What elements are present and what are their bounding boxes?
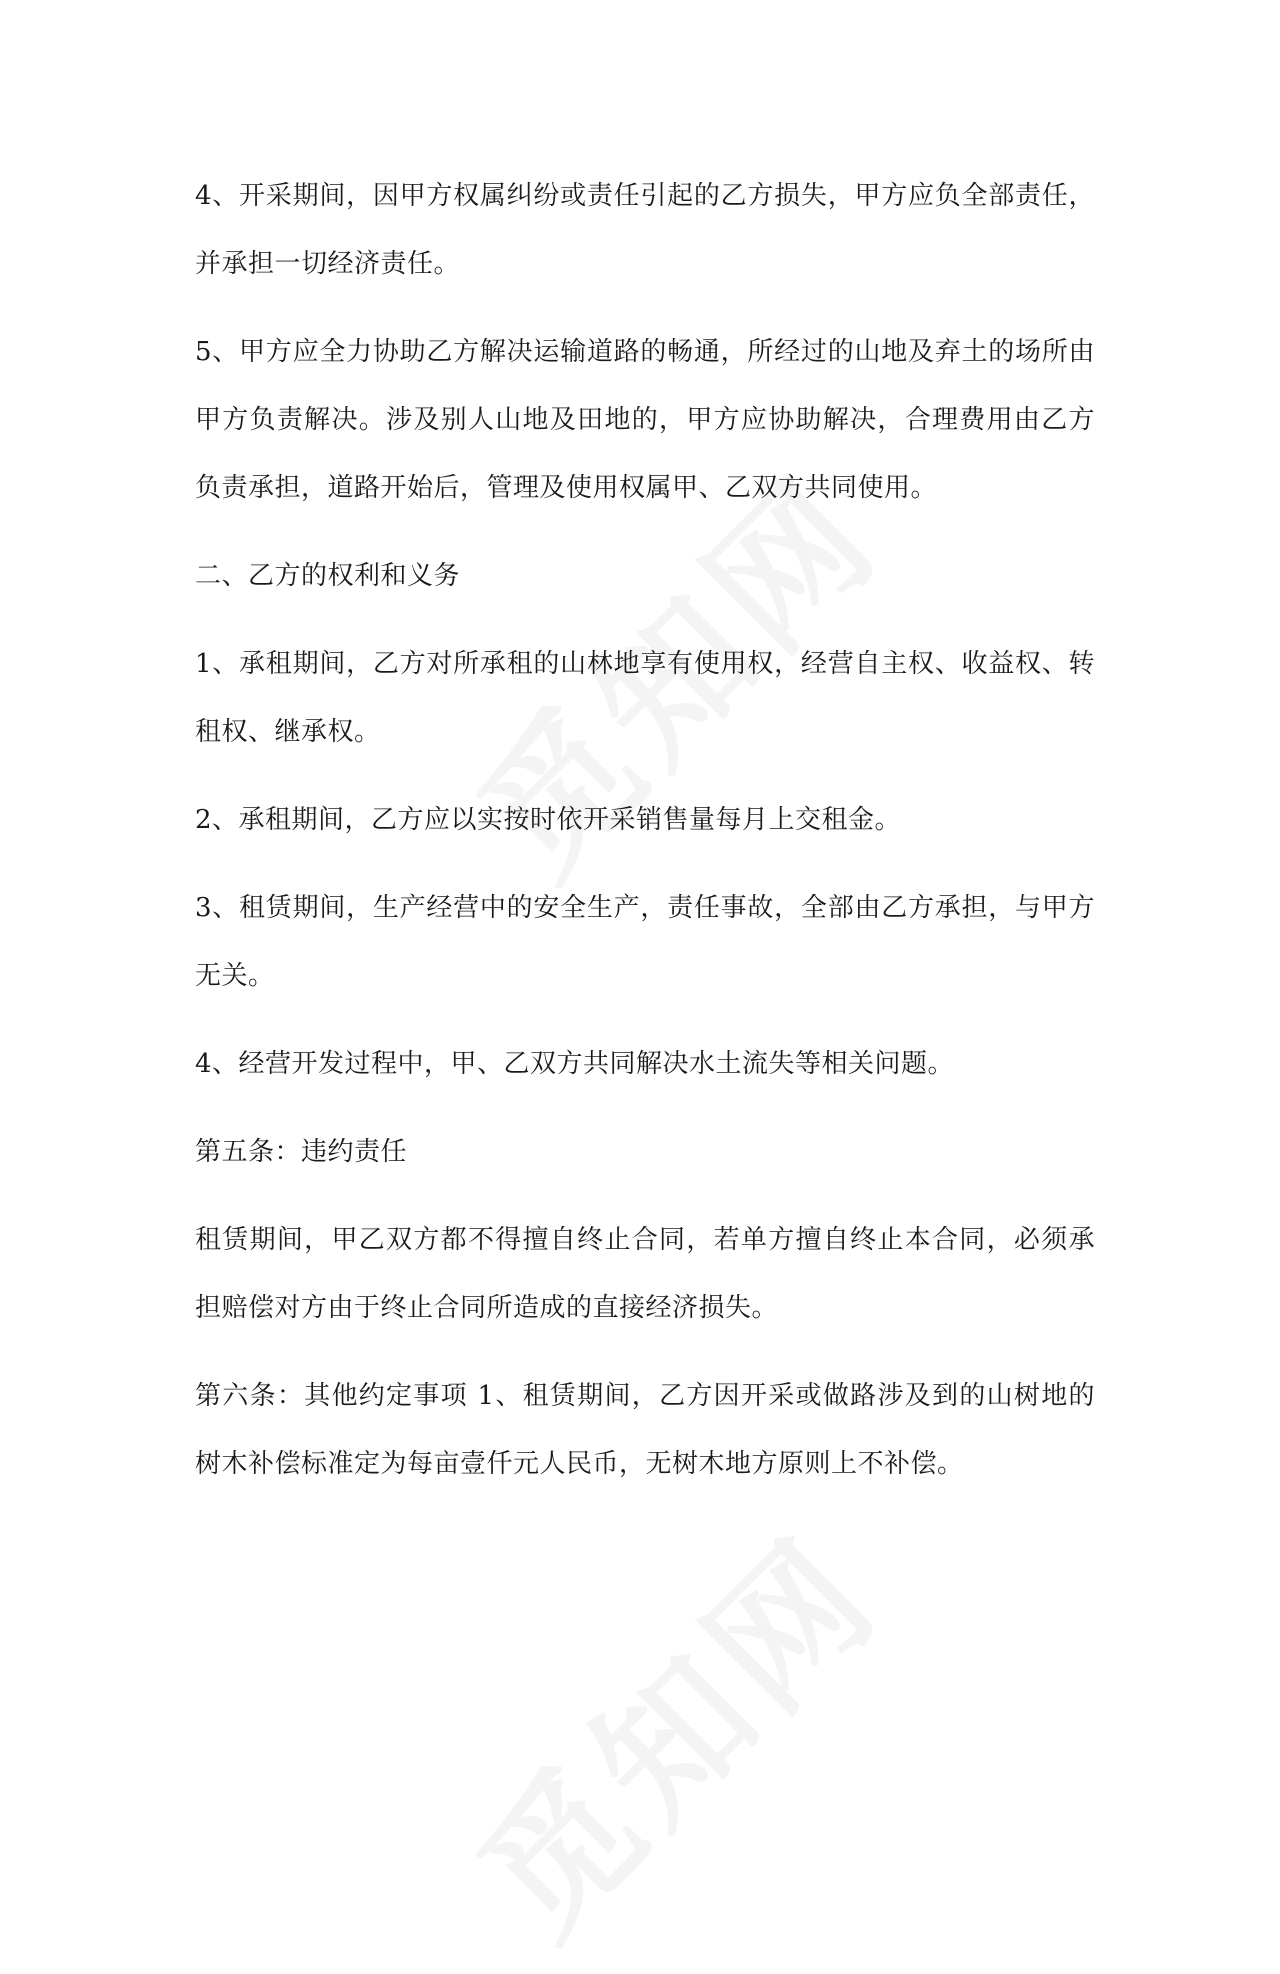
paragraph-article-6-other-matters: 第六条：其他约定事项 1、租赁期间，乙方因开采或做路涉及到的山树地的树木补偿标准定为每亩壹仟元人民币，无树木地方原则上不补偿。 <box>195 1381 1095 1479</box>
paragraph-clause-4-party-b: 4、经营开发过程中，甲、乙双方共同解决水土流失等相关问题。 <box>195 1049 955 1079</box>
section-heading-party-b: 二、乙方的权利和义务 <box>195 561 461 591</box>
paragraph-clause-3-party-b: 3、租赁期间，生产经营中的安全生产，责任事故，全部由乙方承担，与甲方无关。 <box>195 893 1095 991</box>
article-heading-breach: 第五条：违约责任 <box>195 1137 408 1167</box>
paragraph-clause-4-party-a: 4、开采期间，因甲方权属纠纷或责任引起的乙方损失，甲方应负全部责任，并承担一切经济责任。 <box>195 181 1095 279</box>
watermark <box>424 1482 916 1974</box>
document-body <box>195 162 1095 1518</box>
paragraph-breach-liability: 租赁期间，甲乙双方都不得擅自终止合同，若单方擅自终止本合同，必须承担赔偿对方由于终止合同所造成的直接经济损失。 <box>195 1225 1095 1323</box>
paragraph-clause-5-party-a: 5、甲方应全力协助乙方解决运输道路的畅通，所经过的山地及弃土的场所由甲方负责解决。涉及别人山地及田地的，甲方应协助解决，合理费用由乙方负责承担，道路开始后，管理及使用权属甲、乙双方共同使用。 <box>195 337 1095 503</box>
paragraph-clause-1-party-b: 1、承租期间，乙方对所承租的山林地享有使用权，经营自主权、收益权、转租权、继承权。 <box>195 649 1095 747</box>
paragraph-clause-2-party-b: 2、承租期间，乙方应以实按时依开采销售量每月上交租金。 <box>195 805 902 835</box>
